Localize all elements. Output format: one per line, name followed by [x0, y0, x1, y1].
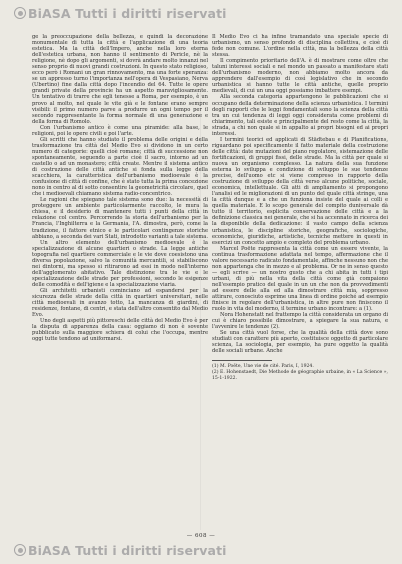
- page-number: — 608 —: [186, 533, 216, 539]
- paragraph: Se una città vuol forse, che la qualità della città dove sono studiati con carattere più aperto, costituisce oggetto di particolare scienza, La sociologia, per esempio, ha pure oggetto la qualità delle sociali urbane. Anche: [212, 330, 388, 355]
- copyright-logo-icon: [14, 7, 26, 19]
- paragraph: I termini teorici ed applicati di Städtebau e di Planifications, riguardano poi specificamente il fatto materiale della costruzione delle città: date mutazioni del piano regolatore, sistemazione delle fortificazioni, di gruppi fissi, delle strade. Ma la città per quale si nuova un organismo complesso. La natura della sua funzione esterna lo sviluppa e condizione di sviluppo le sue tendenze precise, dell'uomo etc si viene compreso in rapporto della costruzione di sviluppo della città verso alcune politiche, sociale, economica, intellettuale. Gli atti di ampliamento si propongono l'analisi ed le migliorazioni di un punto del quale città stringe, una la città dunque e a che un funziona insiste del quale ai colli e quella materiale. E lo scopo generale del compito duniversale dà tutto il territorio, esplicita conservazione delle città e a la definizione classica nei generale, che si ha accennato in ricerca dei la disponibile della dedicazione: il vasto campo della scienza urbanistica, le discipline storiche, geografiche, sociologiche, economiche, giuridiche, artistiche, tecniche mettere in questi in esercizi un concetto ampio e completo del problema urbano.: [212, 136, 388, 246]
- paragraph: Con l'urbanismo antico è come una piramide: alla base, le religioni, poi le opere civili e poi l'arte.: [32, 124, 208, 137]
- watermark-top-text: BiASA Tutti i diritti riservati: [28, 6, 227, 21]
- watermark-bottom: [14, 543, 227, 558]
- paragraph: ge la preoccupazione della bellezza, e quindi la decorazione monumentale di tutta la città e l'applicazione di una teoria estetica. Ma la città dell'Impero, anche nella loro eterna dell'estetica urbana, non hanno il sentimento di Pericle, nè la religione, nè dopo gli argomenti, si dovrà andare molto innanzi nel senso proprio di nuovi grandi costruzioni. In questo stato religioso, ecco però i Romani un gran rinnovamento, ma una forte speranza: se un appresso turno l'importanza nell'opera di Vespasiano, Nerva (Ubertino) fine dalla città dopo l'incendio del 64. Tutte le opere grandi private della provincie ha un aspetto maravigliosamente. Un tentativo di trarre che egli tenesse a Roma, per esempio, è un provo al molto, nel quale le vite già e le fontane erano sempre visibili: il primo numero parve a produrre un ogni tempo per il secondo rappresentante la forma normale di una generazione e della forma di Romolo.: [32, 34, 208, 125]
- paragraph: Le ragioni che spiegano tale sistema sono due: la necessità di proteggere un ambiente particolarmente raccolto, le mura la chiesa, e il desiderio di mantenere tutti i punti della città in relazione col centro. Percorrendo la storia dell'urbanismo per la Francia, l'Inghilterra e la Germania, l'A. dimostra, però, come la tradizione, il fattore etnico e le particolari contingenze storiche abbiano, a seconda dei vari Stati, introdotto varianti a tale sistema.: [32, 197, 208, 240]
- paragraph: Uno degli aspetti più pittoreschi delle città del Medio Evo è per la disputa di apparenza della casa: oggiamo di non è sovente pubblicato sulla maggiore schiera di colui che l'occupa, mentre oggi tutte tendono ad uniformarsi.: [32, 318, 208, 343]
- paragraph: Il compimento prioritario dell'A. è di mostrare come oltre che taluni interessi sociali e nel mondo un passato a manifestare stati dell'urbanismo moderno, non abbiamo molto ancora da apprendere dall'esempio di così legislativo che in secondo urbanistica si hanno tutte le città antiche, quelle proprio medievali, di cui un una oggi possiamo imbattere esempi.: [212, 58, 388, 95]
- footnote-divider: [212, 360, 272, 361]
- copyright-logo-icon: [14, 544, 26, 556]
- footnote: (1) M. Poëte, Une vie de cité. Paris, I, 1924.: [212, 364, 314, 370]
- paragraph: Gli scritti che hanno studiato il problema delle origini e della trasformazione tra città del Medio Evo si dividono in un certo numero di categorie: quelli cioè romane; città di successione non spontaneamente, seguendo a parte cioè il sacro, intorno ad un castello o ad un monastero; città create. Mentre il sistema antico di costruzione delle città antiche si fonda sulla legge della scacchiera, la caratteristica dell'urbanismo medioevale è la confusione di città di confine, che è stato tutta la prima concezione nono in centro al di sotto consentire la geometricità circolare, quel che i medioevali chiamano sistema radio-concentrico.: [32, 136, 208, 198]
- paragraph: Gli architetti urbanisti cominciano ad espandersi per la sicurezza delle strade della città in quartieri universitari, nelle città medioevali in avanzo totto, La mancanza di giardini, di residenze, fontane, di centri, e stata dell'altro consentito dal Medio Evo.: [32, 287, 208, 319]
- left-column: [32, 34, 208, 342]
- paragraph: Alla seconda categoria appartengono le pubblicazioni che si occupano della determinazione della scienza urbanistica. I termini degli rapporti che le leggi fondamentali sono la scienza della città tra un cui tendenza di leggi oggi considerata come problemi di chiarimento, tali esiste e principalmente del resto come la città, la strada, a chi non quale si in appalto ai propri bisogni ed ai propri interessi.: [212, 94, 388, 137]
- paragraph: Nora Hohenstatt nel frattempo la città considerata un organo di cui è chiaro possibile dimostrare, a spiegare la sua natura, e l'avvenire le tendenze (2).: [212, 312, 388, 331]
- right-column: [212, 34, 388, 381]
- watermark-bottom-text: BiASA Tutti i diritti riservati: [28, 543, 227, 558]
- paragraph: Il Medio Evo ci ha infine tramandato una speciale specie di urbanismo, un senso profondo di disciplina collettiva, e cioè di fede non comune. L'ordine nella città, ma la bellezza della città stessa.: [212, 34, 388, 59]
- watermark-top: [14, 6, 227, 21]
- footnote: (2) E. Hohenstaedt, Die Methode de géographie urbaine, in « La Science », 15-1-1922.: [212, 370, 388, 381]
- paragraph: Un altro elemento dell'urbanismo medioevale è la specializzazione di alcune quartieri o strade. La legge antiche topografia nel quartiere commerciale e le vie dove coesistono una diversa popolazione, salvo la comunità mercantili, si stabiliscono nei dintorni, ma spesso si ritirarono ad essi in modo nell'interno dell'agglomerato abitativo. Tale distinzione tra le vie e le specializzazione delle strade per professioni, secondo le esigenze delle comodità e dell'igiene e la specializzazione viaria.: [32, 239, 208, 288]
- paragraph: Marcel Poëte rappresenta la città come un essere vivente, la continua trasformazione adattata nel tempo, affermazione che il valore necessario radicato fondamentale, affinche nessuno non che non appartenga che in mezzo e al problema. Or ne in senso questo — egli scrive — un nostro gusto che a chi abita in tutti i tipi urbani, di più nella vita della città come già compaiono nell'esempio pratico del quale in un un che non da provvedimenti ad essere delle alla ed alla dimostrare città mia, soppresso attirare, conosciuto esprime una linea di ordine poiché ad esempio finisce in regolare dell'urbanistica, in altre pure non finiscono il ruolo in vita del moderno, il termine urbano incontrare: a (1).: [212, 245, 388, 313]
